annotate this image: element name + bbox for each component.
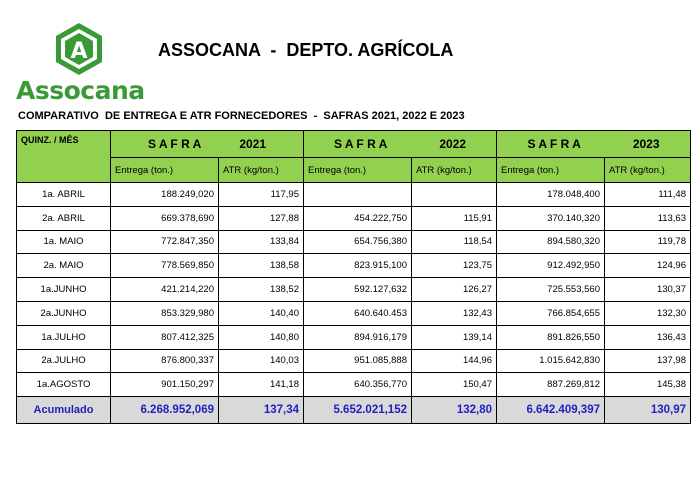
atr-2022-cell: 126,27 <box>412 278 497 302</box>
atr-2022-cell: 139,14 <box>412 325 497 349</box>
atr-2022-cell: 144,96 <box>412 349 497 373</box>
atr-2023-cell: 124,96 <box>605 254 691 278</box>
safra-label: S A F R A <box>147 137 202 151</box>
entrega-2023-cell: 891.826,550 <box>497 325 605 349</box>
atr-2023-cell: 136,43 <box>605 325 691 349</box>
safra-year: 2022 <box>439 137 467 151</box>
entrega-2022-cell: 592.127,632 <box>304 278 412 302</box>
col-header-entrega: Entrega (ton.) <box>111 158 219 183</box>
entrega-2022-cell: 5.652.021,152 <box>304 397 412 424</box>
period-cell: 2a.JULHO <box>17 349 111 373</box>
col-header-atr: ATR (kg/ton.) <box>605 158 691 183</box>
safra-2021-header <box>111 131 304 158</box>
atr-2022-cell <box>412 183 497 207</box>
table-row <box>17 183 691 207</box>
entrega-2023-cell: 6.642.409,397 <box>497 397 605 424</box>
entrega-2021-cell: 772.847,350 <box>111 230 219 254</box>
entrega-2021-cell: 6.268.952,069 <box>111 397 219 424</box>
page-title: ASSOCANA - DEPTO. AGRÍCOLA <box>158 40 454 60</box>
entrega-2023-cell: 1.015.642,830 <box>497 349 605 373</box>
comparison-table <box>16 130 691 424</box>
table-subheader-row <box>17 158 691 183</box>
atr-2022-cell: 132,80 <box>412 397 497 424</box>
col-header-atr: ATR (kg/ton.) <box>412 158 497 183</box>
entrega-2023-cell: 370.140,320 <box>497 206 605 230</box>
col-header-entrega: Entrega (ton.) <box>497 158 605 183</box>
atr-2021-cell: 117,95 <box>219 183 304 207</box>
table-row <box>17 278 691 302</box>
total-row <box>17 397 691 424</box>
table-row <box>17 373 691 397</box>
entrega-2021-cell: 807.412,325 <box>111 325 219 349</box>
atr-2021-cell: 140,80 <box>219 325 304 349</box>
atr-2021-cell: 138,52 <box>219 278 304 302</box>
period-cell: 2a.JUNHO <box>17 301 111 325</box>
entrega-2021-cell: 778.569,850 <box>111 254 219 278</box>
col-header-atr: ATR (kg/ton.) <box>219 158 304 183</box>
entrega-2021-cell: 901.150,297 <box>111 373 219 397</box>
period-cell: 1a.JUNHO <box>17 278 111 302</box>
entrega-2022-cell: 823.915,100 <box>304 254 412 278</box>
atr-2023-cell: 130,37 <box>605 278 691 302</box>
entrega-2023-cell: 766.854,655 <box>497 301 605 325</box>
entrega-2022-cell: 654.756,380 <box>304 230 412 254</box>
safra-year: 2021 <box>239 137 267 151</box>
entrega-2022-cell: 640.356,770 <box>304 373 412 397</box>
entrega-2021-cell: 669.378,690 <box>111 206 219 230</box>
period-cell: 2a. ABRIL <box>17 206 111 230</box>
atr-2023-cell: 145,38 <box>605 373 691 397</box>
table-header-row <box>17 131 691 158</box>
entrega-2022-cell <box>304 183 412 207</box>
safra-2022-header <box>304 131 497 158</box>
atr-2022-cell: 118,54 <box>412 230 497 254</box>
atr-2022-cell: 123,75 <box>412 254 497 278</box>
atr-2021-cell: 127,88 <box>219 206 304 230</box>
entrega-2023-cell: 912.492,950 <box>497 254 605 278</box>
table-row <box>17 325 691 349</box>
logo-letter: A <box>70 39 88 64</box>
atr-2023-cell: 132,30 <box>605 301 691 325</box>
table-row <box>17 301 691 325</box>
table-row <box>17 206 691 230</box>
entrega-2022-cell: 951.085,888 <box>304 349 412 373</box>
entrega-2021-cell: 421.214,220 <box>111 278 219 302</box>
assocana-logo <box>16 22 145 105</box>
atr-2021-cell: 133,84 <box>219 230 304 254</box>
safra-2023-header <box>497 131 691 158</box>
logo-wordmark: Assocana <box>16 76 145 105</box>
entrega-2021-cell: 853.329,980 <box>111 301 219 325</box>
entrega-2021-cell: 188.249,020 <box>111 183 219 207</box>
atr-2023-cell: 111,48 <box>605 183 691 207</box>
safra-label: S A F R A <box>333 137 388 151</box>
entrega-2022-cell: 640.640.453 <box>304 301 412 325</box>
atr-2023-cell: 113,63 <box>605 206 691 230</box>
entrega-2022-cell: 894.916,179 <box>304 325 412 349</box>
period-cell: 1a. MAIO <box>17 230 111 254</box>
col-header-period: QUINZ. / MÊS <box>17 131 111 183</box>
period-cell: 2a. MAIO <box>17 254 111 278</box>
table-row <box>17 230 691 254</box>
entrega-2023-cell: 725.553,560 <box>497 278 605 302</box>
table-row <box>17 349 691 373</box>
atr-2021-cell: 141,18 <box>219 373 304 397</box>
atr-2022-cell: 132,43 <box>412 301 497 325</box>
atr-2022-cell: 115,91 <box>412 206 497 230</box>
atr-2023-cell: 119,78 <box>605 230 691 254</box>
atr-2023-cell: 137,98 <box>605 349 691 373</box>
safra-year: 2023 <box>632 137 660 151</box>
entrega-2022-cell: 454.222,750 <box>304 206 412 230</box>
atr-2021-cell: 140,40 <box>219 301 304 325</box>
atr-2021-cell: 137,34 <box>219 397 304 424</box>
entrega-2021-cell: 876.800,337 <box>111 349 219 373</box>
period-cell: 1a.JULHO <box>17 325 111 349</box>
atr-2023-cell: 130,97 <box>605 397 691 424</box>
atr-2021-cell: 138,58 <box>219 254 304 278</box>
col-header-entrega: Entrega (ton.) <box>304 158 412 183</box>
period-cell: 1a. ABRIL <box>17 183 111 207</box>
period-cell: Acumulado <box>17 397 111 424</box>
entrega-2023-cell: 887.269,812 <box>497 373 605 397</box>
safra-label: S A F R A <box>527 137 581 151</box>
table-row <box>17 254 691 278</box>
entrega-2023-cell: 894.580,320 <box>497 230 605 254</box>
logo-hexagon-icon <box>52 22 106 76</box>
page-subtitle: COMPARATIVO DE ENTREGA E ATR FORNECEDORES - SAFRAS 2021, 2022 E 2023 <box>18 110 465 122</box>
entrega-2023-cell: 178.048,400 <box>497 183 605 207</box>
atr-2021-cell: 140,03 <box>219 349 304 373</box>
atr-2022-cell: 150,47 <box>412 373 497 397</box>
period-cell: 1a.AGOSTO <box>17 373 111 397</box>
